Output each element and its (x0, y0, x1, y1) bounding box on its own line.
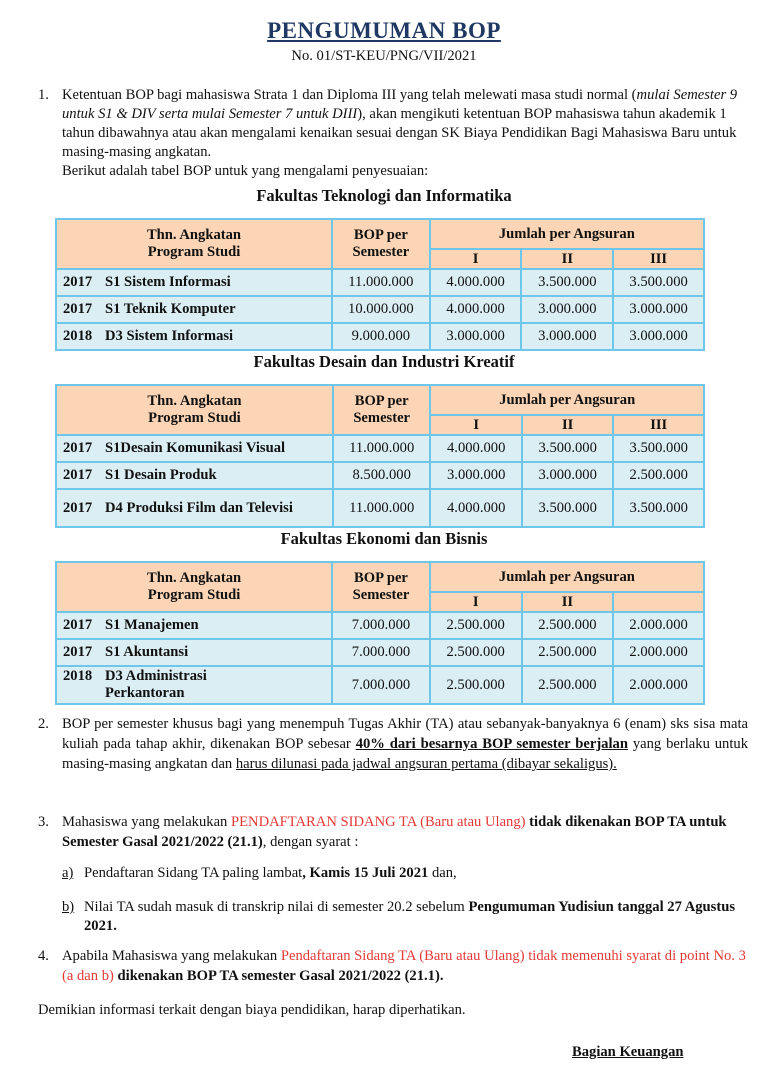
faculty-3-title: Fakultas Ekonomi dan Bisnis (280, 529, 488, 548)
header-col-i: I (430, 592, 522, 612)
header-angkatan: Thn. Angkatan Program Studi (56, 219, 332, 269)
header-angkatan: Thn. Angkatan Program Studi (56, 562, 332, 612)
table-row: 2017 S1 Teknik Komputer 10.000.000 4.000.000 3.000.000 3.000.000 (56, 296, 704, 323)
item-1-text-a: Ketentuan BOP bagi mahasiswa Strata 1 dan Diploma III yang telah melewati masa studi normal ( (62, 87, 637, 103)
signature: Bagian Keuangan (572, 1044, 684, 1060)
table-row: 2017 S1 Manajemen 7.000.000 2.500.000 2.500.000 2.000.000 (56, 612, 704, 639)
closing-text: Demikian informasi terkait dengan biaya pendidikan, harap diperhatikan. (38, 1002, 466, 1018)
item-1-number: 1. (38, 87, 49, 103)
header-jumlah: Jumlah per Angsuran (430, 385, 704, 415)
item-1-body (62, 86, 748, 181)
faculty-3-table (55, 561, 705, 705)
faculty-1-title: Fakultas Teknologi dan Informatika (256, 186, 512, 205)
item-3-sub-b: b) Nilai TA sudah masuk di transkrip nilai di semester 20.2 sebelum Pengumuman Yudisiun tanggal 27 Agustus 2021. (62, 899, 736, 934)
table-row: 2017 S1 Akuntansi 7.000.000 2.500.000 2.500.000 2.000.000 (56, 639, 704, 666)
item-4-number: 4. (38, 948, 49, 964)
item-1-text-b: ), akan mengikuti ketentuan BOP mahasiswa tahun akademik 1 tahun dibawahnya atau akan mengalami kenaikan sesuai dengan SK Biaya Pendidikan Bagi Mahasiswa Baru untuk masing-masing angkatan. (62, 106, 737, 160)
table-row: 2018 D3 Sistem Informasi 9.000.000 3.000.000 3.000.000 3.000.000 (56, 323, 704, 350)
item-2-body: BOP per semester khusus bagi yang menempuh Tugas Akhir (TA) atau sebanyak-banyaknya 6 (enam) sks sisa mata kuliah pada tahap akhir, dikenakan BOP sebesar 40% dari besarnya BOP semester berjalan yang berlaku untuk masing-masing angkatan dan harus dilunasi pada jadwal angsuran pertama (dibayar sekaligus). (62, 716, 748, 772)
table-row: 2017 S1 Desain Produk 8.500.000 3.000.000 3.000.000 2.500.000 (56, 462, 704, 489)
item-4-body: Apabila Mahasiswa yang melakukan Pendaftaran Sidang TA (Baru atau Ulang) tidak memenuhi syarat di point No. 3 (a dan b) dikenakan BOP TA semester Gasal 2021/2022 (21.1). (62, 948, 746, 984)
header-bop: BOP per Semester (333, 385, 431, 435)
table-row: 2017 D4 Produksi Film dan Televisi 11.000.000 4.000.000 3.500.000 3.500.000 (56, 489, 704, 527)
item-1-text-italic: mulai Semester 9 untuk S1 & DIV serta mulai Semester 7 untuk DIII (62, 87, 738, 122)
faculty-1-table (55, 218, 705, 351)
table-row: 2017 S1Desain Komunikasi Visual 11.000.000 4.000.000 3.500.000 3.500.000 (56, 435, 704, 462)
faculty-2-title: Fakultas Desain dan Industri Kreatif (253, 352, 515, 371)
header-col-ii: II (522, 415, 614, 435)
header-bop: BOP per Semester (332, 562, 430, 612)
faculty-2-table (55, 384, 705, 528)
header-col-iii-empty (613, 592, 704, 612)
header-col-iii: III (613, 249, 704, 269)
document-number: No. 01/ST-KEU/PNG/VII/2021 (291, 48, 477, 64)
header-bop: BOP per Semester (332, 219, 430, 269)
header-jumlah: Jumlah per Angsuran (430, 219, 704, 249)
item-3-number: 3. (38, 814, 49, 830)
header-angkatan: Thn. Angkatan Program Studi (56, 385, 333, 435)
item-4 (38, 946, 748, 986)
item-2 (38, 714, 748, 774)
table-row: 2018 D3 Administrasi Perkantoran 7.000.000 2.500.000 2.500.000 2.000.000 (56, 666, 704, 704)
header-col-i: I (430, 415, 522, 435)
page-title: PENGUMUMAN BOP (267, 18, 501, 43)
header-col-ii: II (521, 249, 613, 269)
table-row: 2017 S1 Sistem Informasi 11.000.000 4.000.000 3.500.000 3.500.000 (56, 269, 704, 296)
item-3-body: Mahasiswa yang melakukan PENDAFTARAN SIDANG TA (Baru atau Ulang) tidak dikenakan BOP TA untuk Semester Gasal 2021/2022 (21.1), dengan syarat : (62, 814, 727, 850)
item-1-text-c: Berikut adalah tabel BOP untuk yang mengalami penyesuaian: (62, 163, 429, 179)
item-3 (38, 812, 748, 852)
header-col-i: I (430, 249, 522, 269)
item-1 (38, 86, 748, 181)
header-col-ii: II (522, 592, 614, 612)
item-3-sub-a: a) Pendaftaran Sidang TA paling lambat, Kamis 15 Juli 2021 dan, (62, 865, 457, 881)
item-2-number: 2. (38, 716, 49, 732)
header-col-iii: III (613, 415, 704, 435)
header-jumlah: Jumlah per Angsuran (430, 562, 704, 592)
